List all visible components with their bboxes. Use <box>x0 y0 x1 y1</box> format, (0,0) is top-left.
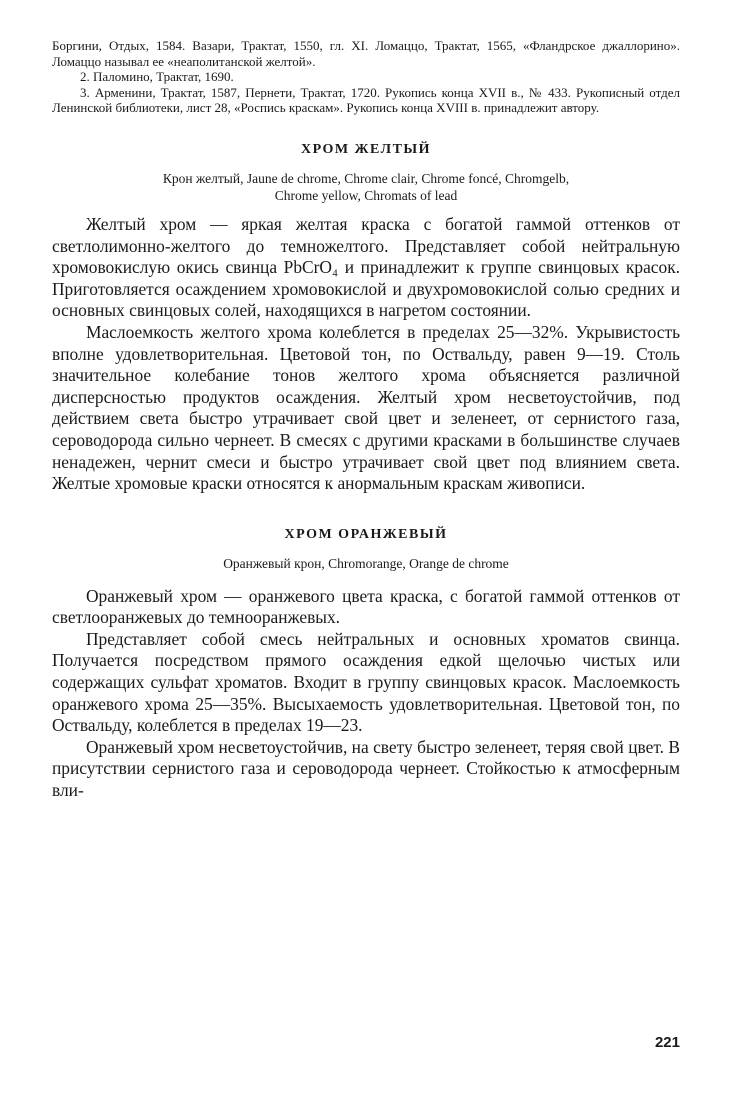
paragraph-yellow-1: Желтый хром — яркая желтая краска с богатой гаммой оттенков от светлолимонно-желтого до темножелтого. Представляет собой нейтральную хромовокислую окись свинца PbCrO₄ и принадлежит к группе свинцовых красок. Приготовляется осаждением хромовокислой и двухромовокислой солью средних и основных свинцовых солей, находящихся в нагретом состоянии. <box>52 213 680 321</box>
references-block <box>52 38 680 116</box>
paragraph-yellow-2: Маслоемкость желтого хрома колеблется в пределах 25—32%. Укрывистость вполне удовлетворительная. Цветовой тон, по Оствальду, равен 9—19. Столь значительное колебание тонов желтого хрома объясняется различной дисперсностью продуктов осаждения. Желтый хром несветоустойчив, под действием света быстро утрачивает свой цвет и зеленеет, от сернистого газа, сероводорода сильно чернеет. В смесях с другими красками в большинстве случаев ненадежен, чернит смеси и быстро утрачивает свой цвет под влиянием света. Желтые хромовые краски относятся к анормальным краскам живописи. <box>52 321 680 494</box>
paragraph-orange-3: Оранжевый хром несветоустойчив, на свету быстро зеленеет, теряя свой цвет. В присутствии сернистого газа и сероводорода чернеет. Стойкостью к атмосферным вли- <box>52 736 680 801</box>
book-page <box>52 38 680 1078</box>
reference-2: 2. Паломино, Трактат, 1690. <box>80 69 234 85</box>
reference-1: Боргини, Отдых, 1584. Вазари, Трактат, 1550, гл. XI. Ломаццо, Трактат, 1565, «Фландрское джаллорино». Ломаццо называл ее «неаполитанской желтой». <box>52 38 680 69</box>
section-title-yellow-chrome: ХРОМ ЖЕЛТЫЙ <box>300 141 432 157</box>
paragraph-orange-2: Представляет собой смесь нейтральных и основных хроматов свинца. Получается посредством прямого осаждения едкой щелочью чистых или содержащих сульфат хроматов. Входит в группу свинцовых красок. Маслоемкость оранжевого хрома 25—35%. Высыхаемость удовлетворительная. Цветовой тон, по Оствальду, колеблется в пределах 19—23. <box>52 628 680 736</box>
page-number: 221 <box>654 1034 680 1051</box>
paragraph-orange-1: Оранжевый хром — оранжевого цвета краска, с богатой гаммой оттенков от светлооранжевых до темнооранжевых. <box>52 585 680 628</box>
reference-3: 3. Арменини, Трактат, 1587, Пернети, Трактат, 1720. Рукопись конца XVII в., № 433. Рукописный отдел Ленинской библиотеки, лист 28, «Роспись краскам». Рукопись конца XVIII в. принадлежит автору. <box>52 84 680 116</box>
section-title-orange-chrome: ХРОМ ОРАНЖЕВЫЙ <box>284 526 448 542</box>
synonyms-yellow-chrome: Крон желтый, Jaune de chrome, Chrome clair, Chrome foncé, Chromgelb, Chrome yellow, Chromats of lead <box>162 170 570 203</box>
synonyms-orange-chrome: Оранжевый крон, Chromorange, Orange de chrome <box>223 555 509 571</box>
